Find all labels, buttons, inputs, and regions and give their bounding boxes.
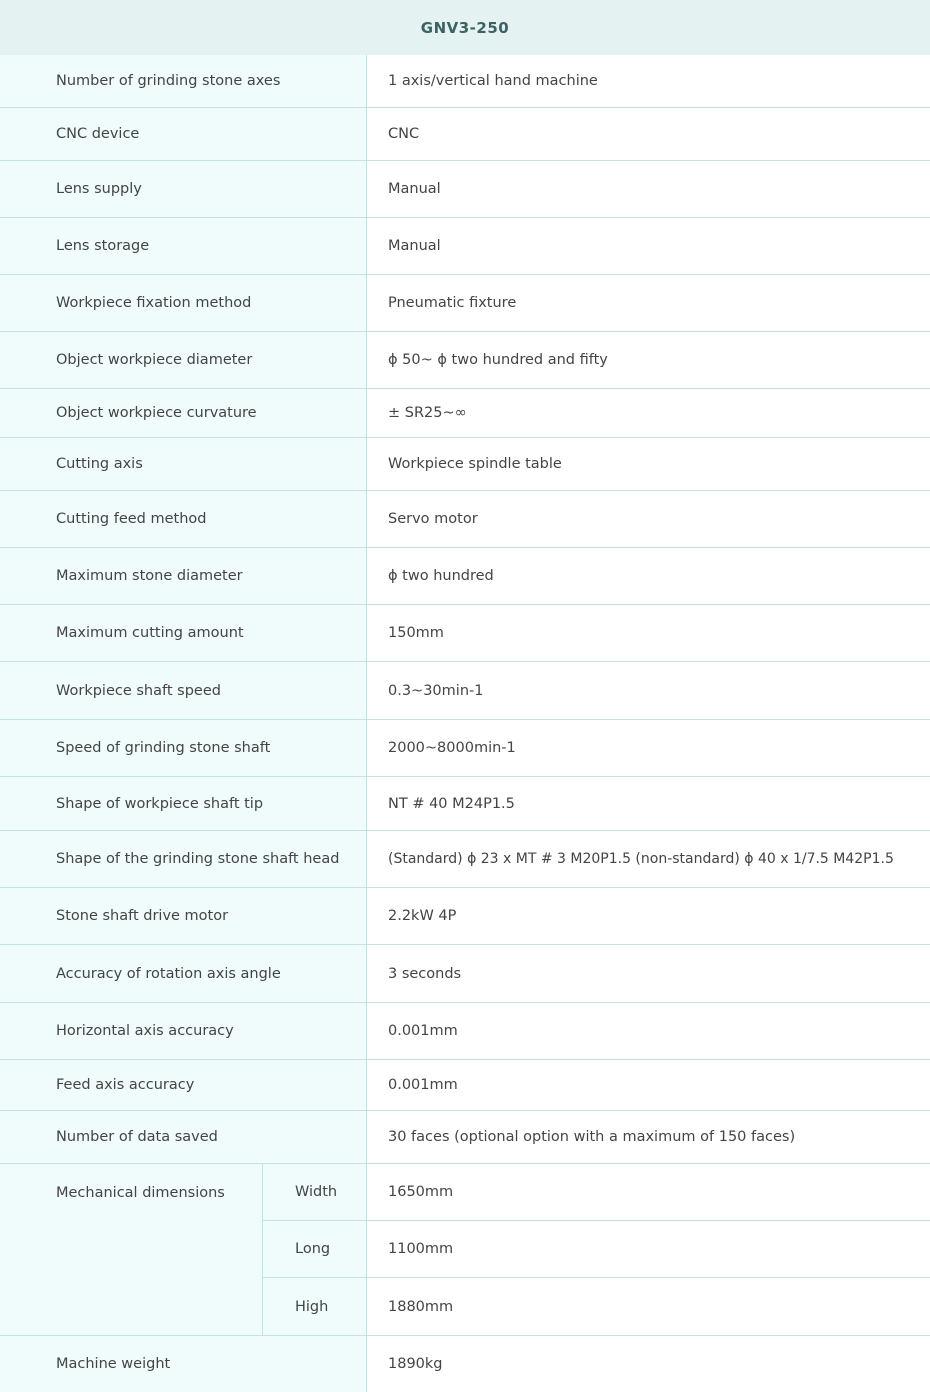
spec-label: Lens supply <box>0 161 366 217</box>
spec-value: CNC <box>366 108 930 160</box>
table-row <box>0 1111 930 1164</box>
spec-value: 0.001mm <box>366 1060 930 1110</box>
spec-value: ϕ two hundred <box>366 548 930 604</box>
spec-label: CNC device <box>0 108 366 160</box>
table-row <box>0 332 930 389</box>
table-row <box>0 777 930 831</box>
spec-label: Machine weight <box>0 1336 366 1392</box>
spec-value: 150mm <box>366 605 930 661</box>
spec-label: Workpiece fixation method <box>0 275 366 331</box>
spec-value: 2000~8000min-1 <box>366 720 930 776</box>
model-title: GNV3-250 <box>420 18 510 37</box>
table-row <box>0 945 930 1003</box>
table-row <box>0 662 930 720</box>
table-row <box>0 491 930 548</box>
spec-label: Workpiece shaft speed <box>0 662 366 719</box>
spec-label: Shape of the grinding stone shaft head <box>0 831 366 887</box>
table-header <box>0 0 930 56</box>
spec-label: Mechanical dimensions <box>0 1164 262 1221</box>
spec-value: 0.001mm <box>366 1003 930 1059</box>
table-row <box>0 1164 930 1221</box>
spec-label: Maximum cutting amount <box>0 605 366 661</box>
table-row <box>0 218 930 275</box>
spec-value: ± SR25~∞ <box>366 389 930 437</box>
table-row <box>0 108 930 161</box>
table-row <box>0 438 930 491</box>
table-row <box>0 1336 930 1392</box>
spec-value: NT # 40 M24P1.5 <box>366 777 930 830</box>
spec-label: Number of data saved <box>0 1111 366 1163</box>
spec-sublabel: Width <box>262 1164 366 1220</box>
spec-label: Horizontal axis accuracy <box>0 1003 366 1059</box>
spec-value: Workpiece spindle table <box>366 438 930 490</box>
spec-value: 1100mm <box>366 1221 930 1277</box>
spec-value: 1890kg <box>366 1336 930 1392</box>
spec-label: Cutting axis <box>0 438 366 490</box>
table-row <box>0 161 930 218</box>
table-row <box>0 720 930 777</box>
table-row <box>0 605 930 662</box>
spec-label: Cutting feed method <box>0 491 366 547</box>
spec-label <box>0 1278 262 1335</box>
spec-value: 1650mm <box>366 1164 930 1220</box>
table-row <box>0 831 930 888</box>
spec-value: 1 axis/vertical hand machine <box>366 55 930 107</box>
spec-sublabel: High <box>262 1278 366 1335</box>
spec-label: Object workpiece diameter <box>0 332 366 388</box>
spec-label: Number of grinding stone axes <box>0 55 366 107</box>
spec-label: Shape of workpiece shaft tip <box>0 777 366 830</box>
spec-label: Speed of grinding stone shaft <box>0 720 366 776</box>
spec-value: 30 faces (optional option with a maximum of 150 faces) <box>366 1111 930 1163</box>
table-row <box>0 1003 930 1060</box>
table-row <box>0 1278 930 1336</box>
table-row <box>0 1060 930 1111</box>
spec-value: Servo motor <box>366 491 930 547</box>
spec-value: (Standard) ϕ 23 x MT # 3 M20P1.5 (non-standard) ϕ 40 x 1/7.5 M42P1.5 <box>366 831 930 887</box>
spec-value: 2.2kW 4P <box>366 888 930 944</box>
spec-label <box>0 1221 262 1278</box>
table-row <box>0 389 930 438</box>
spec-value: 3 seconds <box>366 945 930 1002</box>
spec-sublabel: Long <box>262 1221 366 1277</box>
spec-value: 1880mm <box>366 1278 930 1335</box>
spec-label: Accuracy of rotation axis angle <box>0 945 366 1002</box>
spec-value: Pneumatic fixture <box>366 275 930 331</box>
spec-value: ϕ 50~ ϕ two hundred and fifty <box>366 332 930 388</box>
spec-label: Stone shaft drive motor <box>0 888 366 944</box>
spec-label: Lens storage <box>0 218 366 274</box>
table-row <box>0 888 930 945</box>
table-row <box>0 275 930 332</box>
table-row <box>0 548 930 605</box>
spec-label: Object workpiece curvature <box>0 389 366 437</box>
table-row <box>0 55 930 108</box>
spec-label: Feed axis accuracy <box>0 1060 366 1110</box>
spec-value: Manual <box>366 161 930 217</box>
spec-label: Maximum stone diameter <box>0 548 366 604</box>
spec-value: Manual <box>366 218 930 274</box>
table-row <box>0 1221 930 1278</box>
spec-value: 0.3~30min-1 <box>366 662 930 719</box>
